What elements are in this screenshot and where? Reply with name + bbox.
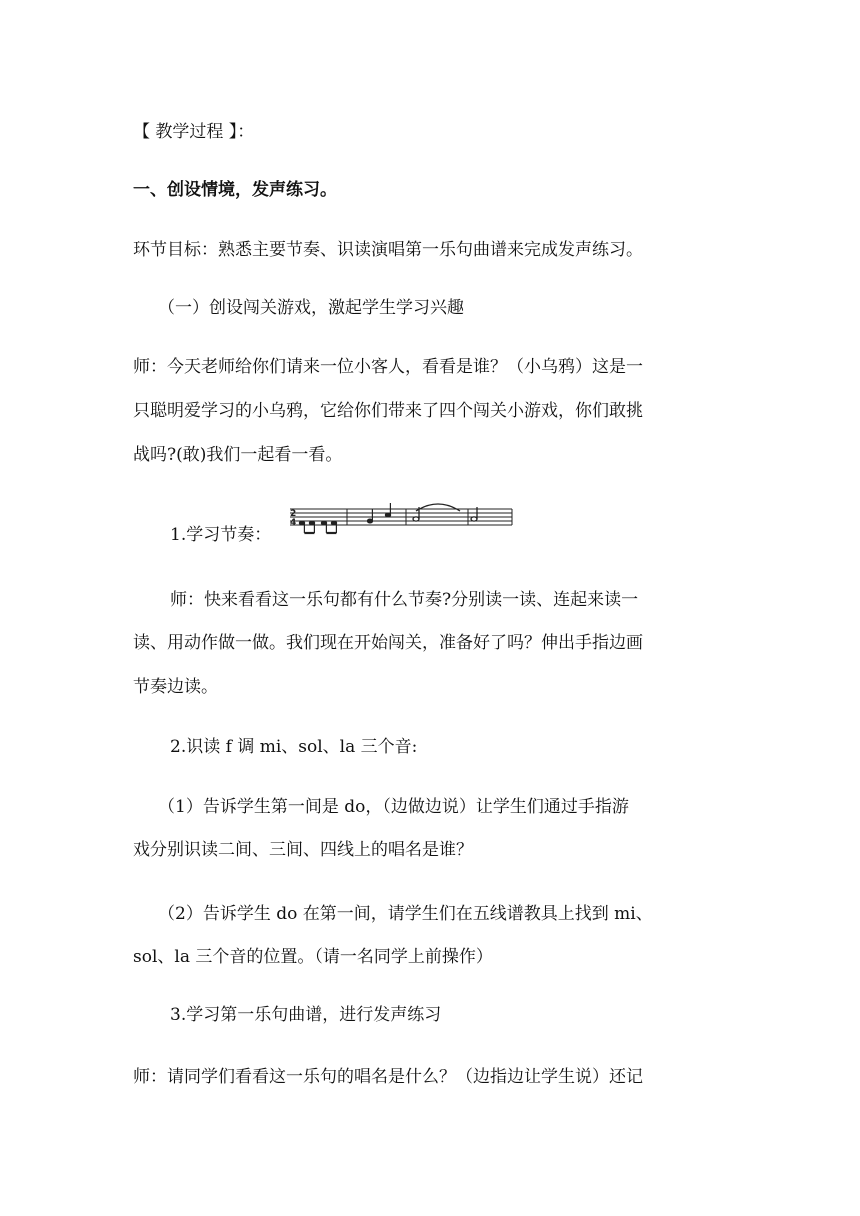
goal-paragraph: 环节目标：熟悉主要节奏、识读演唱第一乐句曲谱来完成发声练习。 <box>133 240 643 260</box>
sub-step-line: （2）告诉学生 do 在第一间，请学生们在五线谱教具上找到 mi、 <box>158 904 653 924</box>
teacher-paragraph-line: 只聪明爱学习的小乌鸦，它给你们带来了四个闯关小游戏，你们敢挑 <box>133 401 643 421</box>
step-3-label: 3.学习第一乐句曲谱，进行发声练习 <box>170 1005 442 1025</box>
teacher-paragraph-line: 师：快来看看这一乐句都有什么节奏?分别读一读、连起来读一 <box>170 590 639 610</box>
teacher-paragraph-line: 师：今天老师给你们请来一位小客人，看看是谁？（小乌鸦）这是一 <box>133 357 643 377</box>
time-signature-top: 2 <box>290 509 297 519</box>
rhythm-score-image <box>288 497 514 541</box>
sub-step-line: sol、la 三个音的位置。（请一名同学上前操作） <box>133 947 493 967</box>
process-heading: 【 教学过程 】： <box>133 122 255 142</box>
step-2-label: 2.识读 f 调 mi、sol、la 三个音: <box>170 737 418 757</box>
sub-step-line: 戏分别识读二间、三间、四线上的唱名是谁？ <box>133 840 473 860</box>
sub-step-line: （1）告诉学生第一间是 do，（边做边说）让学生们通过手指游 <box>158 797 629 817</box>
step-1-label: 1.学习节奏： <box>170 525 272 545</box>
section-title: 一、创设情境，发声练习。 <box>133 180 337 200</box>
subsection-title: （一）创设闯关游戏，激起学生学习兴趣 <box>158 298 464 318</box>
teacher-paragraph-line: 节奏边读。 <box>133 677 218 697</box>
teacher-paragraph-line: 战吗?(敢)我们一起看一看。 <box>133 445 343 465</box>
time-signature-bottom: 4 <box>290 518 297 528</box>
teacher-paragraph-line: 师：请同学们看看这一乐句的唱名是什么？（边指边让学生说）还记 <box>133 1067 643 1087</box>
teacher-paragraph-line: 读、用动作做一做。我们现在开始闯关，准备好了吗？伸出手指边画 <box>133 633 643 653</box>
